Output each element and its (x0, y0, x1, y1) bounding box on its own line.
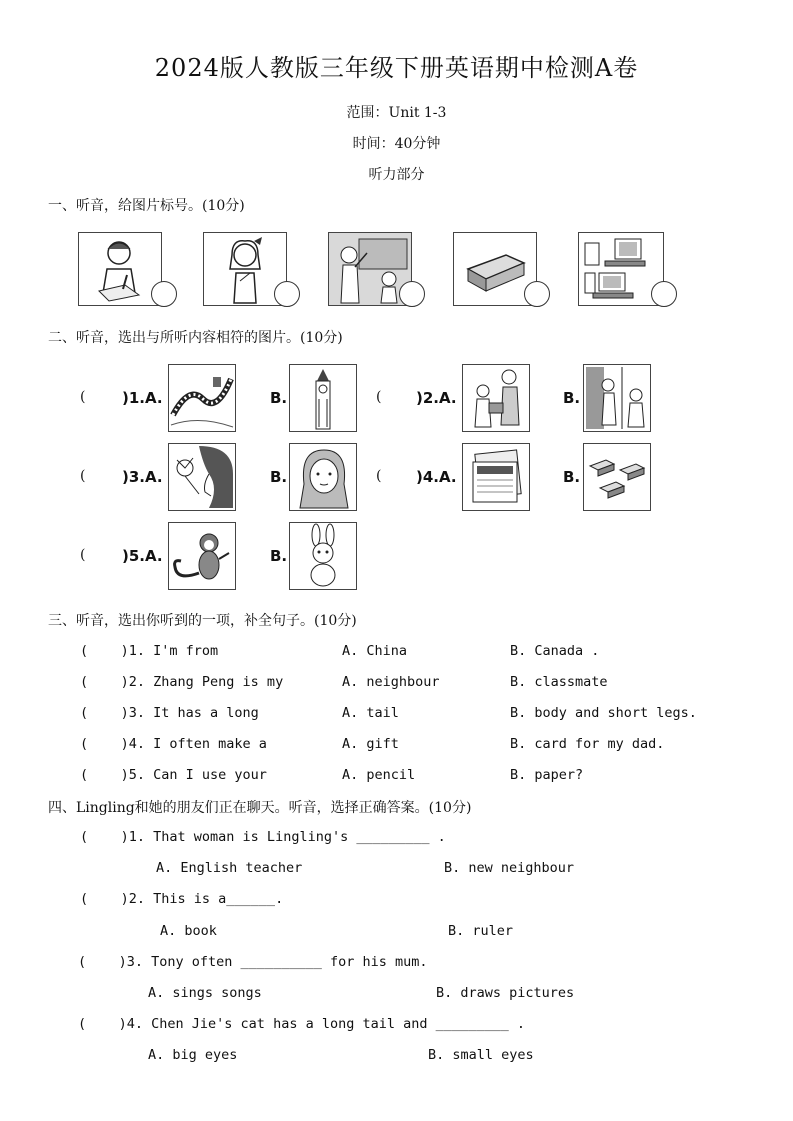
question-text: ( )3. Tony often __________ for his mum. (78, 954, 428, 970)
question-text: ( )4. I often make a (80, 736, 267, 752)
question-text: ( )4. Chen Jie's cat has a long tail and _________ . (78, 1016, 526, 1032)
rabbit-icon (289, 522, 357, 590)
answer-bracket[interactable]: ( (80, 547, 86, 563)
option-b[interactable]: B. card for my dad. (510, 736, 665, 752)
section2-heading: 二、听音，选出与所听内容相符的图片。(10分) (48, 330, 343, 346)
answer-bracket[interactable]: ( (376, 468, 382, 484)
option-a[interactable]: A. book (160, 923, 217, 939)
big-ben-icon (289, 364, 357, 432)
question-text: ( )5. Can I use your (80, 767, 267, 783)
option-a[interactable]: A. pencil (342, 767, 416, 783)
option-b[interactable]: B. ruler (448, 923, 514, 939)
option-b[interactable]: B. paper? (510, 767, 584, 783)
door-greeting-icon (583, 364, 651, 432)
answer-circle[interactable] (399, 281, 425, 307)
answer-bracket[interactable]: ( (80, 468, 86, 484)
option-a[interactable]: A. tail (342, 705, 399, 721)
bracket-close: )2.A. (416, 389, 457, 407)
option-a[interactable]: A. big eyes (148, 1047, 238, 1063)
option-label: B. (270, 547, 288, 565)
bracket-close: )3.A. (122, 468, 163, 486)
question-text: ( )2. Zhang Peng is my (80, 674, 284, 690)
option-a[interactable]: A. sings songs (148, 985, 262, 1001)
option-b[interactable]: B. small eyes (428, 1047, 534, 1063)
section4-heading: 四、Lingling和她的朋友们正在聊天。听音，选择正确答案。(10分) (48, 800, 472, 816)
option-label: B. (563, 468, 581, 486)
option-b[interactable]: B. Canada . (510, 643, 600, 659)
part-label: 听力部分 (368, 167, 425, 183)
option-label: B. (270, 389, 288, 407)
page-title: 2024版人教版三年级下册英语期中检测A卷 (154, 54, 639, 82)
answer-bracket[interactable]: ( (376, 389, 382, 405)
answer-circle[interactable] (151, 281, 177, 307)
option-b[interactable]: B. body and short legs. (510, 705, 697, 721)
answer-circle[interactable] (524, 281, 550, 307)
bracket-close: )1.A. (122, 389, 163, 407)
question-text: ( )2. This is a______. (80, 891, 284, 907)
answer-bracket[interactable]: ( (80, 389, 86, 405)
option-a[interactable]: A. China (342, 643, 408, 659)
option-a[interactable]: A. neighbour (342, 674, 440, 690)
smelling-flower-icon (168, 443, 236, 511)
giving-gift-icon (462, 364, 530, 432)
option-label: B. (270, 468, 288, 486)
monkey-icon (168, 522, 236, 590)
newspapers-icon (462, 443, 530, 511)
boy-drawing-icon (78, 232, 162, 306)
girl-face-icon (289, 443, 357, 511)
option-b[interactable]: B. new neighbour (444, 860, 575, 876)
erasers-icon (583, 443, 651, 511)
question-text: ( )1. I'm from (80, 643, 219, 659)
question-text: ( )3. It has a long (80, 705, 259, 721)
exam-time: 时间：40分钟 (352, 136, 441, 152)
answer-circle[interactable] (274, 281, 300, 307)
option-label: B. (563, 389, 581, 407)
option-b[interactable]: B. classmate (510, 674, 608, 690)
bracket-close: )4.A. (416, 468, 457, 486)
exam-scope: 范围：Unit 1-3 (346, 105, 447, 121)
bracket-close: )5.A. (122, 547, 163, 565)
option-b[interactable]: B. draws pictures (436, 985, 575, 1001)
answer-circle[interactable] (651, 281, 677, 307)
option-a[interactable]: A. gift (342, 736, 399, 752)
section1-heading: 一、听音，给图片标号。(10分) (48, 198, 245, 214)
section3-heading: 三、听音，选出你听到的一项，补全句子。(10分) (48, 613, 357, 629)
great-wall-icon (168, 364, 236, 432)
question-text: ( )1. That woman is Lingling's _________ . (80, 829, 446, 845)
option-a[interactable]: A. English teacher (156, 860, 303, 876)
